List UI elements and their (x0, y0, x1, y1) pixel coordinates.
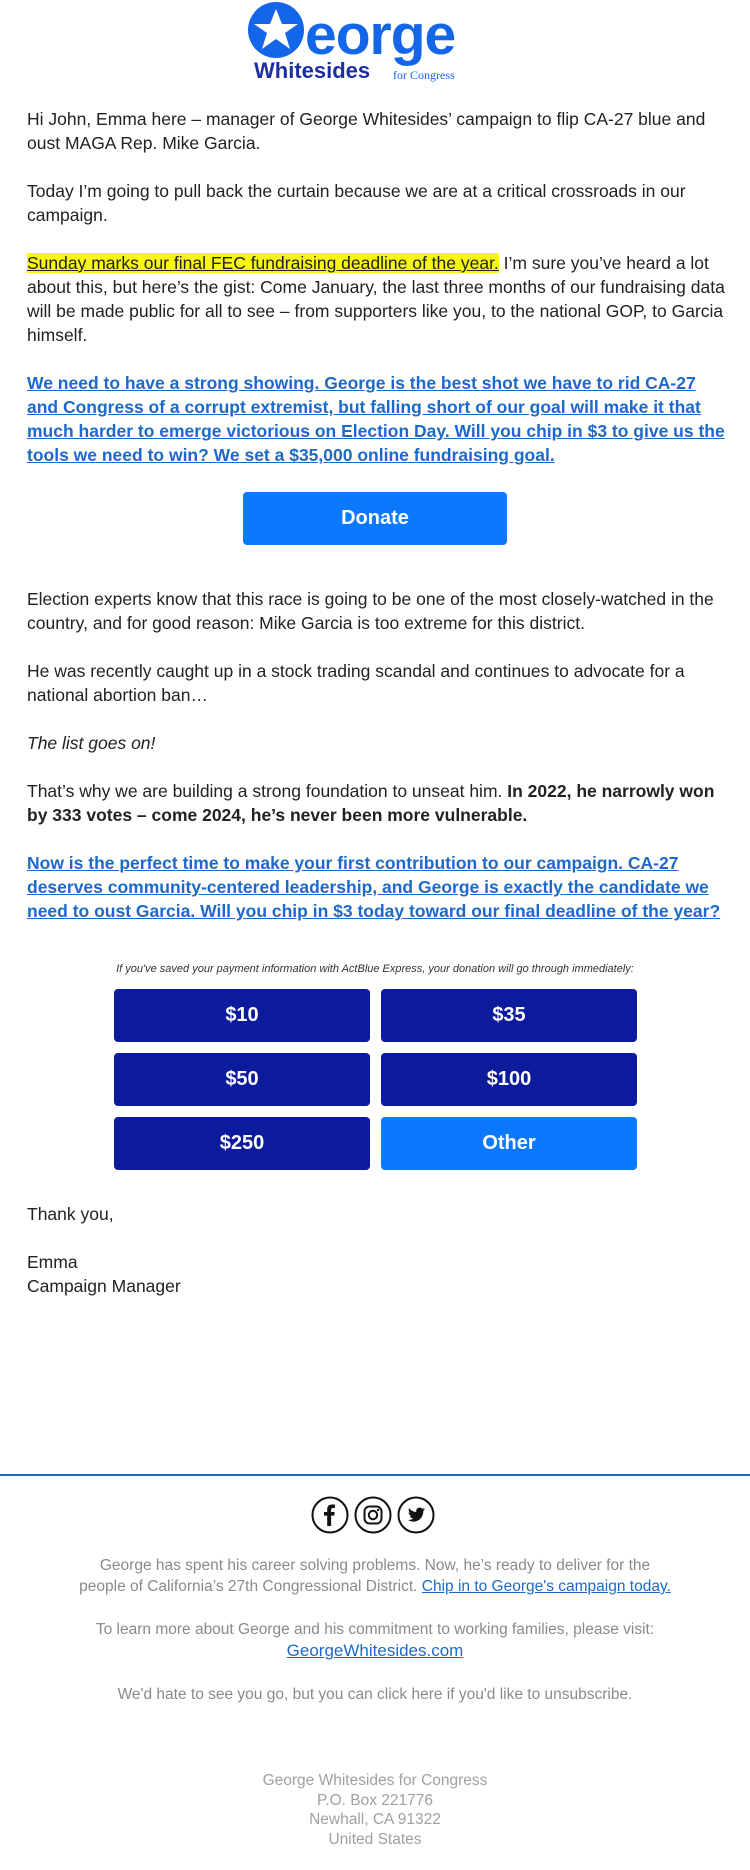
instagram-icon[interactable] (354, 1496, 392, 1534)
list-goes-on-paragraph: The list goes on! (27, 733, 156, 753)
donate-button[interactable]: Donate (243, 492, 507, 545)
footer-about-text: George has spent his career solving problems. Now, he’s ready to deliver for the people of California’s 27th Congressional District. (79, 1557, 651, 1595)
unsubscribe-text[interactable]: We'd hate to see you go, but you can click here if you'd like to unsubscribe. (117, 1686, 633, 1703)
curtain-paragraph: Today I’m going to pull back the curtain because we are at a critical crossroads in our campaign. (27, 181, 686, 225)
twitter-icon[interactable] (397, 1496, 435, 1534)
foundation-text: That’s why we are building a strong foundation to unseat him. (27, 781, 508, 801)
logo-for-congress-text: for Congress (393, 68, 455, 82)
deadline-paragraph (27, 251, 725, 347)
foundation-paragraph (27, 779, 725, 827)
strong-showing-paragraph (27, 371, 725, 467)
actblue-express-note: If you've saved your payment information with ActBlue Express, your donation will go through immediately: (116, 963, 634, 975)
address-line-3: Newhall, CA 91322 (309, 1811, 441, 1828)
facebook-icon[interactable] (311, 1496, 349, 1534)
logo-eorge-text: eorge (305, 3, 456, 67)
email-body-top (27, 107, 725, 491)
scandal-paragraph: He was recently caught up in a stock trading scandal and continues to advocate for a national abortion ban… (27, 661, 685, 705)
greeting-paragraph: Hi John, Emma here – manager of George Whitesides’ campaign to flip CA-27 blue and oust MAGA Rep. Mike Garcia. (27, 109, 706, 153)
website-link[interactable]: GeorgeWhitesides.com (286, 1641, 464, 1660)
footer-about-paragraph (75, 1555, 675, 1597)
chip-in-link[interactable]: Chip in to George's campaign today. (421, 1578, 671, 1595)
mailing-address (0, 1771, 750, 1849)
signer-name: Emma (27, 1252, 78, 1272)
deadline-rest: I’m sure you’ve heard a lot about this, but here’s the gist: Come January, the last three months of our fundraising data will be made public for all to see – from supporters like you, to the national GOP, to Garcia himself. (27, 253, 725, 345)
amount-100-button[interactable]: $100 (381, 1053, 637, 1106)
election-experts-paragraph: Election experts know that this race is going to be one of the most closely-watched in the country, and for good reason: Mike Garcia is too extreme for this district. (27, 589, 714, 633)
social-icons (311, 1496, 441, 1536)
signoff (27, 1202, 627, 1298)
footer-divider (0, 1474, 750, 1476)
address-line-2: P.O. Box 221776 (316, 1791, 434, 1809)
logo-star-g-icon (248, 2, 304, 58)
strong-showing-link[interactable]: We need to have a strong showing. George is the best shot we have to rid CA-27 and Congress of a corrupt extremist, but falling short of our goal will make it that much harder to emerge victorious on Election Day. Will you chip in $3 to give us the tools we need to win? We set a $35,000 online fundraising goal. (27, 373, 725, 465)
foundation-bold: In 2022, he narrowly won by 333 votes – come 2024, he’s never been more vulnerable. (27, 781, 715, 825)
email-body-bottom (27, 587, 725, 947)
amount-10-button[interactable]: $10 (114, 989, 370, 1042)
amount-35-button[interactable]: $35 (381, 989, 637, 1042)
address-line-4: United States (328, 1830, 422, 1848)
donate-button-wrap (243, 492, 507, 545)
footer-learn-text: To learn more about George and his commitment to working families, please visit: (95, 1621, 655, 1638)
logo-whitesides-text: Whitesides (254, 58, 371, 83)
address-line-1: George Whitesides for Congress (262, 1772, 488, 1789)
signer-role: Campaign Manager (27, 1276, 181, 1296)
thank-you-text: Thank you, (27, 1204, 114, 1224)
deadline-highlight: Sunday marks our final FEC fundraising deadline of the year. (27, 253, 499, 273)
george-whitesides-logo (0, 0, 750, 84)
amount-50-button[interactable]: $50 (114, 1053, 370, 1106)
amount-other-button[interactable]: Other (381, 1117, 637, 1170)
amount-250-button[interactable]: $250 (114, 1117, 370, 1170)
contribution-paragraph (27, 851, 725, 923)
footer (75, 1555, 675, 1727)
first-contribution-link[interactable]: Now is the perfect time to make your first contribution to our campaign. CA-27 deserves community-centered leadership, and George is exactly the candidate we need to oust Garcia. Will you chip in $3 today toward our final deadline of the year? (27, 853, 721, 921)
footer-learn-paragraph (75, 1619, 675, 1662)
